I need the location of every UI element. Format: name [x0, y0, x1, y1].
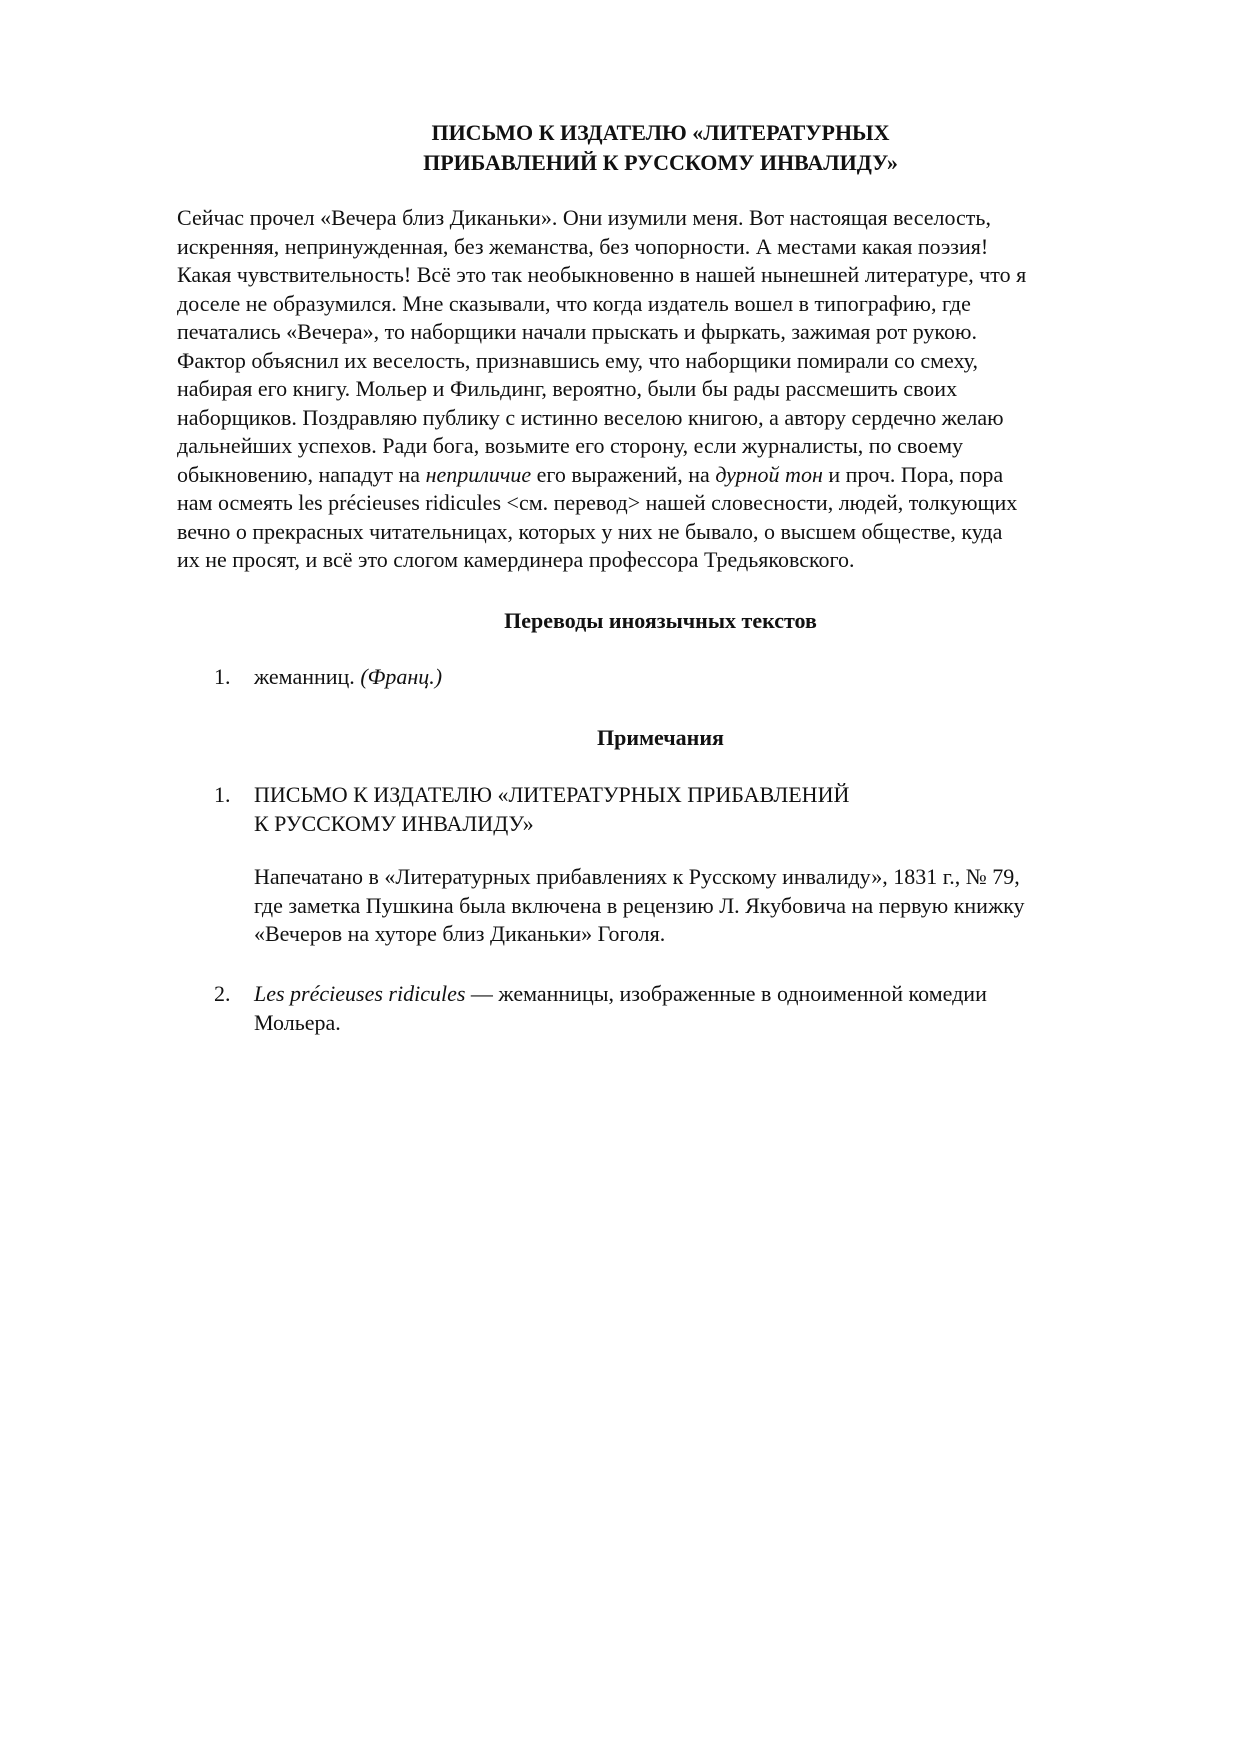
note-content: [254, 980, 1154, 1037]
body-line: Сейчас прочел «Вечера близ Диканьки». Они изумили меня. Вот настоящая веселость,: [177, 205, 991, 230]
title-line-2: ПРИБАВЛЕНИЙ К РУССКОМУ ИНВАЛИДУ»: [423, 150, 898, 175]
note-italic-term: Les précieuses ridicules: [254, 981, 466, 1006]
body-line: печатались «Вечера», то наборщики начали прыскать и фыркать, зажимая рот рукою.: [177, 319, 977, 344]
emphasis-text: неприличие: [425, 461, 532, 487]
note-title-line: ПИСЬМО К ИЗДАТЕЛЮ «ЛИТЕРАТУРНЫХ ПРИБАВЛЕНИЙ: [254, 782, 850, 807]
body-line: вечно о прекрасных читательницах, которых у них не бывало, о высшем обществе, куда: [177, 518, 1003, 544]
list-number: 2.: [214, 981, 231, 1006]
body-text: его выражений, на: [531, 461, 716, 487]
translation-language: (Франц.): [360, 664, 443, 689]
note-body-line: «Вечеров на хуторе близ Диканьки» Гоголя.: [254, 921, 666, 946]
body-line: дальнейших успехов. Ради бога, возьмите его сторону, если журналисты, по своему: [177, 433, 964, 458]
translation-text: жеманниц.: [254, 664, 361, 689]
note-line: [254, 980, 1154, 1009]
body-line: набирая его книгу. Мольер и Фильдинг, вероятно, были бы рады рассмешить своих: [177, 376, 958, 401]
body-line: наборщиков. Поздравляю публику с истинно веселою книгою, а автору сердечно желаю: [177, 404, 1004, 430]
note-body: [254, 863, 1025, 949]
body-text: обыкновению, нападут на: [177, 461, 426, 487]
body-line: нам осмеять les précieuses ridicules <см. перевод> нашей словесности, людей, толкующих: [177, 490, 1018, 515]
translation-content: [254, 663, 1154, 692]
title-line-1: ПИСЬМО К ИЗДАТЕЛЮ «ЛИТЕРАТУРНЫХ: [431, 120, 890, 145]
list-number: 1.: [214, 782, 231, 807]
notes-heading: Примечания: [597, 725, 724, 750]
note-line: Мольера.: [254, 1009, 341, 1035]
body-line: их не просят, и всё это слогом камердинера профессора Тредьяковского.: [177, 547, 855, 572]
body-line: Какая чувствительность! Всё это так необыкновенно в нашей нынешней литературе, что я: [177, 262, 1027, 287]
body-line-emphasis: [177, 461, 1147, 490]
document-title: [0, 118, 1241, 178]
body-line: Фактор объяснил их веселость, признавшись ему, что наборщики помирали со смеху,: [177, 347, 978, 373]
letter-body: [177, 204, 1147, 575]
note-body-line: Напечатано в «Литературных прибавлениях к Русскому инвалиду», 1831 г., № 79,: [254, 864, 1020, 889]
note-title: [254, 781, 1154, 838]
list-number: 1.: [214, 664, 231, 689]
note-title-line: К РУССКОМУ ИНВАЛИДУ»: [254, 810, 534, 836]
note-body-line: где заметка Пушкина была включена в рецензию Л. Якубовича на первую книжку: [254, 892, 1025, 918]
body-line: доселе не образумился. Мне сказывали, что когда издатель вошел в типографию, где: [177, 290, 971, 316]
note-text: — жеманницы, изображенные в одноименной комедии: [465, 981, 987, 1006]
body-text: и проч. Пора, пора: [822, 461, 1004, 487]
emphasis-text: дурной тон: [715, 461, 823, 487]
translations-heading: Переводы иноязычных текстов: [504, 608, 817, 633]
body-line: искренняя, непринужденная, без жеманства, без чопорности. А местами какая поэзия!: [177, 233, 989, 259]
